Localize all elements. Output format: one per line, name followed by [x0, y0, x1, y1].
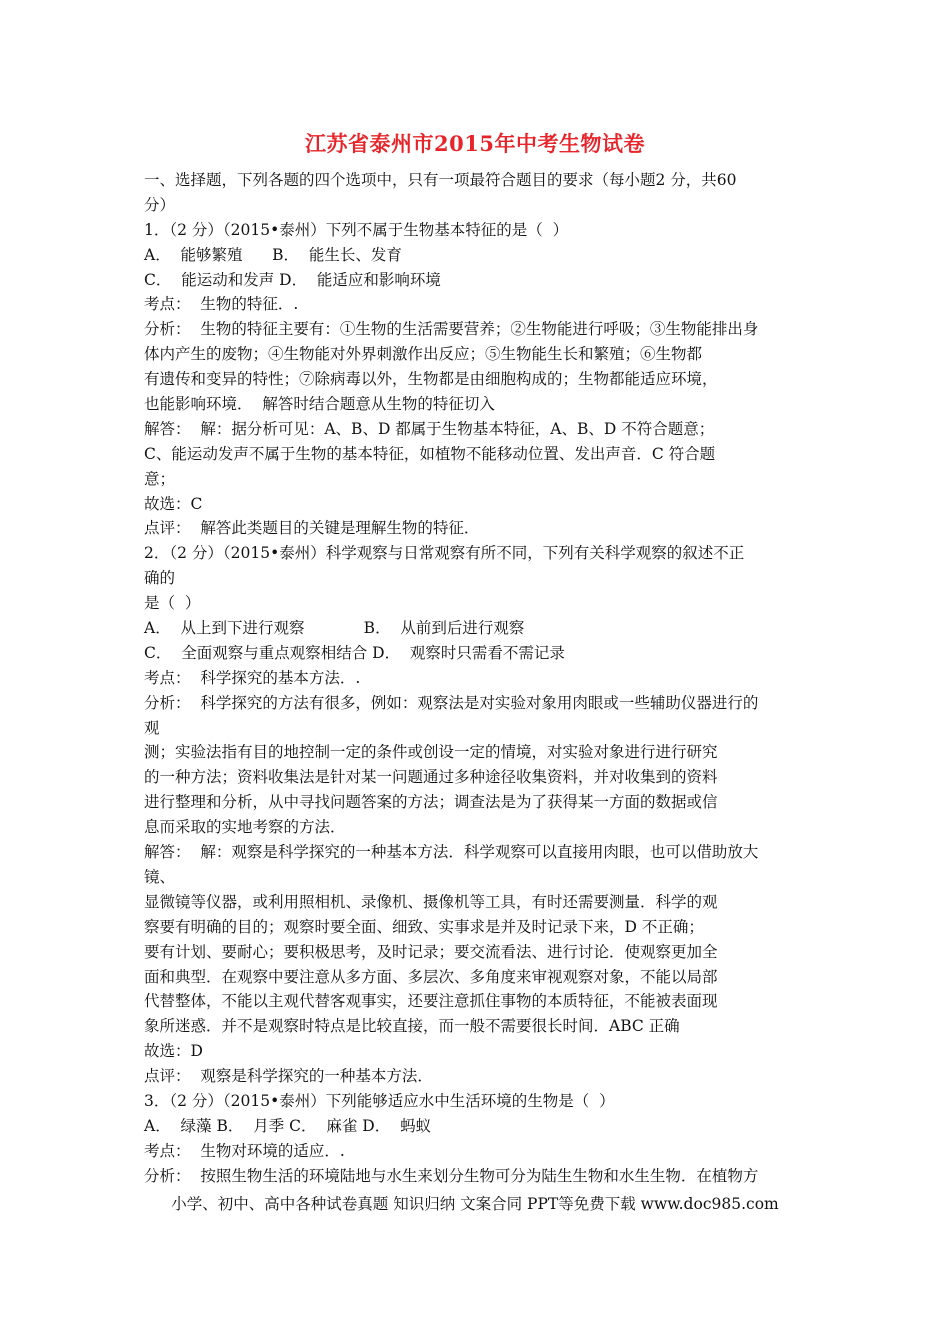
text-line: 测；实验法指有目的地控制一定的条件或创设一定的情境，对实验对象进行进行研究: [144, 743, 718, 762]
text-line: 是（ ）: [144, 594, 201, 613]
text-line: C． 能运动和发声 D． 能适应和影响环境: [144, 270, 441, 289]
text-line: C． 全面观察与重点观察相结合 D． 观察时只需看不需记录: [144, 643, 565, 662]
text-line: 1．（2 分）（2015•泰州）下列不属于生物基本特征的是（ ）: [144, 220, 569, 239]
text-line: 显微镜等仪器，或利用照相机、录像机、摄像机等工具，有时还需要测量．科学的观: [144, 892, 718, 911]
text-line: 点评： 解答此类题目的关键是理解生物的特征．: [144, 519, 480, 538]
text-line: 面和典型．在观察中要注意从多方面、多层次、多角度来审视观察对象，不能以局部: [144, 967, 718, 986]
text-line: 分析： 按照生物生活的环境陆地与水生来划分生物可分为陆生生物和水生生物．在植物方: [144, 1166, 759, 1185]
text-line: 3．（2 分）（2015•泰州）下列能够适应水中生活环境的生物是（ ）: [144, 1091, 615, 1110]
text-line: 解答： 解：据分析可见：A、B、D 都属于生物基本特征，A、B、D 不符合题意；: [144, 419, 715, 438]
text-line: 意；: [144, 469, 176, 488]
text-line: 分析： 科学探究的方法有很多，例如：观察法是对实验对象用肉眼或一些辅助仪器进行的: [144, 693, 759, 712]
document-body: [144, 168, 814, 1189]
text-line: 分析： 生物的特征主要有：①生物的生活需要营养；②生物能进行呼吸；③生物能排出身: [144, 320, 759, 339]
text-line: 解答： 解：观察是科学探究的一种基本方法．科学观察可以直接用肉眼，也可以借助放大: [144, 843, 759, 862]
text-line: 观: [144, 718, 160, 737]
text-line: 镜、: [144, 867, 176, 886]
text-line: 息而采取的实地考察的方法．: [144, 818, 346, 837]
text-line: 体内产生的废物；④生物能对外界刺激作出反应；⑤生物能生长和繁殖；⑥生物都: [144, 345, 703, 364]
text-line: 有遗传和变异的特性；⑦除病毒以外，生物都是由细胞构成的；生物都能适应环境，: [144, 370, 718, 389]
text-line: 点评： 观察是科学探究的一种基本方法．: [144, 1067, 433, 1086]
text-line: 故选：C: [144, 494, 203, 513]
document-title: 江苏省泰州市2015年中考生物试卷: [305, 131, 645, 156]
text-line: 象所迷惑．并不是观察时特点是比较直接，而一般不需要很长时间．ABC 正确: [144, 1017, 680, 1036]
text-line: A． 从上到下进行观察 B． 从前到后进行观察: [144, 619, 525, 638]
page-footer: 小学、初中、高中各种试卷真题 知识归纳 文案合同 PPT等免费下载 www.doc985.com: [171, 1195, 779, 1213]
text-line: 2．（2 分）（2015•泰州）科学观察与日常观察有所不同，下列有关科学观察的叙述不正: [144, 544, 745, 563]
text-line: 故选：D: [144, 1042, 203, 1061]
text-line: 要有计划、要耐心；要积极思考，及时记录；要交流看法、进行讨论．使观察更加全: [144, 942, 718, 961]
text-line: 考点： 生物对环境的适应．.: [144, 1141, 345, 1160]
text-line: 确的: [144, 569, 176, 588]
text-line: 的一种方法；资料收集法是针对某一问题通过多种途径收集资料，并对收集到的资料: [144, 768, 718, 787]
text-line: 考点： 科学探究的基本方法．.: [144, 668, 361, 687]
text-line: 代替整体，不能以主观代替客观事实，还要注意抓住事物的本质特征，不能被表面现: [144, 992, 718, 1011]
text-line: 分）: [144, 195, 176, 214]
text-line: 考点： 生物的特征．.: [144, 295, 299, 314]
text-line: C、能运动发声不属于生物的基本特征，如植物不能移动位置、发出声音．C 符合题: [144, 444, 716, 463]
text-line: 察要有明确的目的；观察时要全面、细致、实事求是并及时记录下来，D 不正确；: [144, 917, 704, 936]
text-line: A． 能够繁殖 B． 能生长、发育: [144, 245, 402, 264]
text-line: 也能影响环境． 解答时结合题意从生物的特征切入: [144, 395, 495, 414]
text-line: 进行整理和分析，从中寻找问题答案的方法；调查法是为了获得某一方面的数据或信: [144, 793, 718, 812]
text-line: 一、选择题，下列各题的四个选项中，只有一项最符合题目的要求（每小题2 分，共60: [144, 171, 737, 189]
text-line: A． 绿藻 B． 月季 C． 麻雀 D． 蚂蚁: [144, 1116, 432, 1135]
